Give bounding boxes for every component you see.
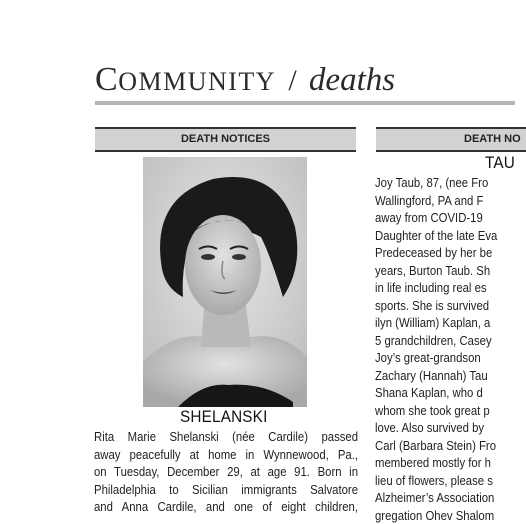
text-line: Joy Taub, 87, (nee Fro [375,174,497,192]
text-line: love. Also survived by [375,419,497,437]
obituary-name-taub: TAU [485,153,515,173]
text-line: away from COVID-19 [375,209,497,227]
column-heading-left: DEATH NOTICES [95,127,356,152]
column-heading-right: DEATH NO [376,127,526,152]
obituary-name-shelanski: SHELANSKI [180,407,268,427]
text-line: in life including real es [375,279,497,297]
portrait-photo [143,157,307,407]
text-line: Joy’s great-grandson [375,349,497,367]
text-line: Daughter of the late Eva [375,227,497,245]
section-subtitle: deaths [309,62,395,98]
text-line: years, Burton Taub. Sh [375,262,497,280]
text-line: on Tuesday, December 29, at age 91. Born in [94,463,358,481]
text-line: Philadelphia to Sicilian immigrants Salvatore [94,481,358,499]
text-line: whom she took great p [375,402,497,420]
text-line: Rita Marie Shelanski (née Cardile) passed [94,428,358,446]
obituary-body-shelanski [94,428,358,516]
text-line: and Anna Cardile, and one of eight children, [94,498,358,516]
section-header [95,60,395,102]
text-line: Wallingford, PA and F [375,192,497,210]
text-line: gregation Ohev Shalom [375,507,497,524]
header-rule [95,101,515,105]
text-line: membered mostly for h [375,454,497,472]
text-line: Carl (Barbara Stein) Fro [375,437,497,455]
text-line: lieu of flowers, please s [375,472,497,490]
text-line: 5 grandchildren, Casey [375,332,497,350]
section-title-rest: OMMUNITY [118,67,276,96]
section-title-initial: C [95,61,118,98]
text-line: Zachary (Hannah) Tau [375,367,497,385]
text-line: sports. She is survived [375,297,497,315]
text-line: ilyn (William) Kaplan, a [375,314,497,332]
portrait-image [143,157,307,407]
text-line: Predeceased by her be [375,244,497,262]
text-line: Alzheimer’s Association [375,489,497,507]
text-line: away peacefully at home in Wynnewood, Pa., [94,446,358,464]
text-line: Shana Kaplan, who d [375,384,497,402]
obituary-body-taub [375,174,497,524]
section-separator: / [288,64,296,97]
